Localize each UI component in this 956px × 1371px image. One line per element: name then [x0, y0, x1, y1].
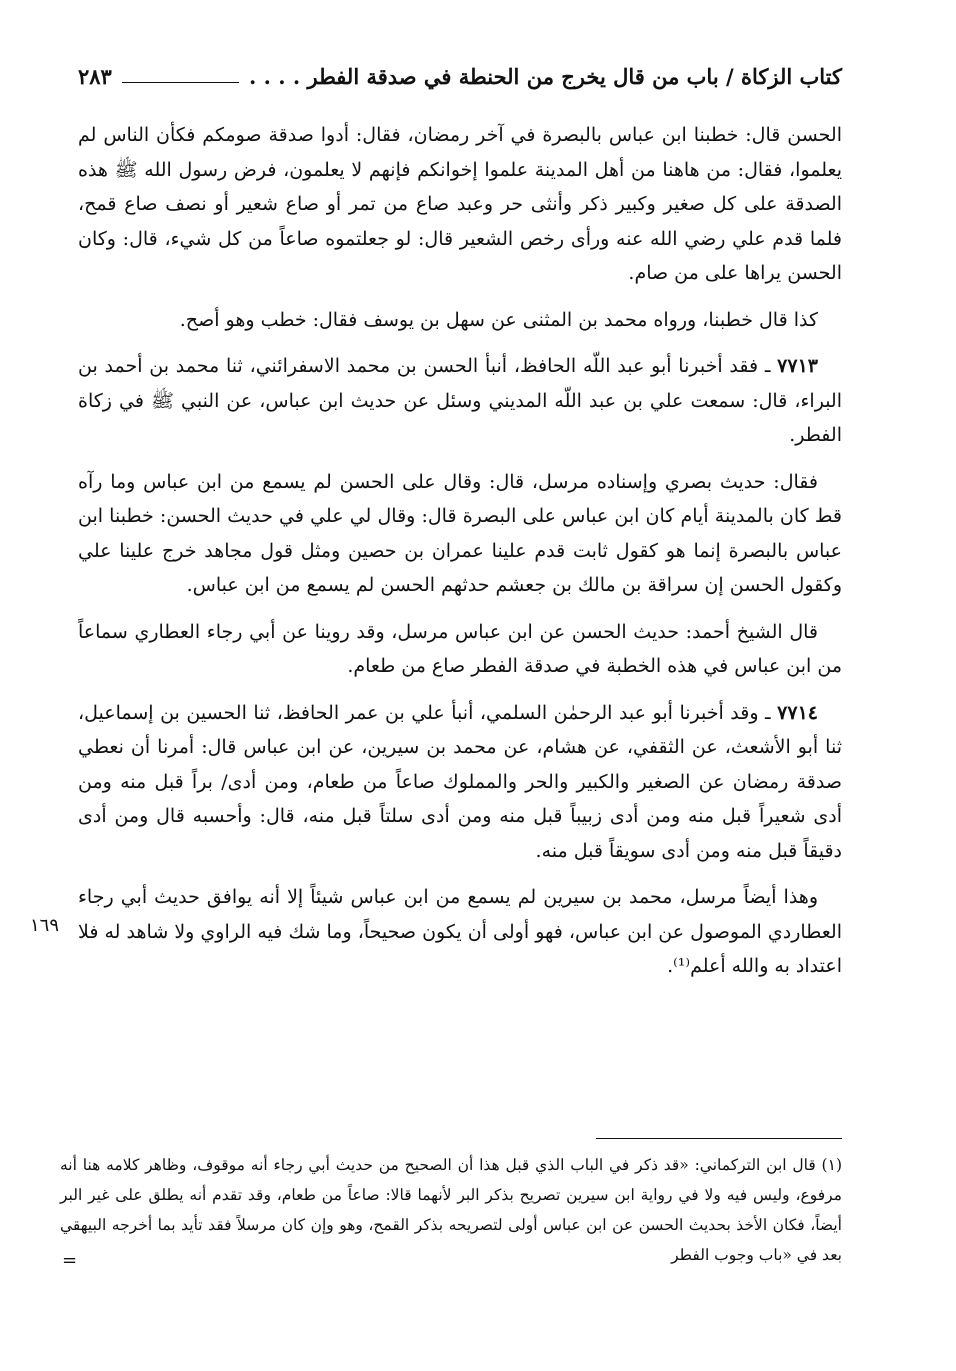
hadith-text-7714: ـ وقد أخبرنا أبو عبد الرحمٰن السلمي، أنبأ علي بن عمر الحافظ، ثنا الحسين بن إسماعيل، ثنا أبو الأشعث، عن الثقفي، عن هشام، عن محمد بن سيرين، عن ابن عباس قال: أمرنا أن نعطي صدقة رمضان عن الصغير والكبير والحر والمملوك صاعاً من طعام، ومن أدى/ براً قبل منه ومن أدى شعيراً قبل منه ومن أدى زبيباً قبل منه ومن أدى سلتاً قبل منه، قال: وأحسبه قال ومن أدى دقيقاً قبل منه ومن أدى سويقاً قبل منه. [78, 701, 842, 862]
paragraph-1: الحسن قال: خطبنا ابن عباس بالبصرة في آخر رمضان، فقال: أدوا صدقة صومكم فكأن الناس لم يعلموا، فقال: من هاهنا من أهل المدينة علموا إخوانكم فإنهم لا يعلمون، فرض رسول الله ﷺ هذه الصدقة على كل صغير وكبير ذكر وأنثى حر وعبد صاع من تمر أو صاع شعير أو نصف صاع قمح، فلما قدم علي رضي الله عنه ورأى رخص الشعير قال: لو جعلتموه صاعاً من كل شيء، قال: وكان الحسن يراها على من صام. [78, 124, 842, 284]
margin-page-reference: ١٦٩ [30, 915, 60, 936]
page-number: ٢٨٣ [78, 63, 112, 89]
paragraph-2: كذا قال خطبنا، ورواه محمد بن المثنى عن سهل بن يوسف فقال: خطب وهو أصح. [179, 308, 818, 331]
hadith-number-7713: ٧٧١٣ [777, 355, 818, 377]
paragraph-5: قال الشيخ أحمد: حديث الحسن عن ابن عباس مرسل، وقد روينا عن أبي رجاء العطاري سماعاً من ابن عباس في هذه الخطبة في صدقة الفطر صاع من طعام. [78, 620, 842, 677]
hadith-number-7714: ٧٧١٤ [777, 701, 818, 724]
footnote-1: (١) قال ابن التركماني: «قد ذكر في الباب الذي قبل هذا أن الصحيح من حديث أبي رجاء أنه موقوف، وظاهر كلامه هنا أنه مرفوع، وليس فيه ولا في رواية ابن سيرين تصريح بذكر البر لأنهما قالا: صاعاً من طعام، وقد تقدم أنه يطلق على غير البر أيضاً، فكان الأخذ بحديث الحسن عن ابن عباس أولى لتصريحه بذكر القمح، وهو وإن كان مرسلاً فقد تأيد بما أخرجه البيهقي بعد في «باب وجوب الفطر [60, 1156, 842, 1264]
footnote-divider [596, 1138, 842, 1139]
hadith-text-7713: ـ فقد أخبرنا أبو عبد اللّه الحافظ، أنبأ الحسن بن محمد الاسفرائني، ثنا محمد بن أحمد بن البراء، قال: سمعت علي بن عبد اللّه المديني وسئل عن حديث ابن عباس، عن النبي ﷺ في زكاة الفطر. [78, 355, 842, 446]
footnote-continuation-mark: = [62, 1250, 78, 1271]
page-header [78, 56, 842, 96]
running-title: كتاب الزكاة / باب من قال يخرج من الحنطة في صدقة الفطر . . . . [249, 63, 842, 89]
header-rule [122, 82, 239, 83]
paragraph-7: وهذا أيضاً مرسل، محمد بن سيرين لم يسمع من ابن عباس شيئاً إلا أنه يوافق حديث أبي رجاء العطاردي الموصول عن ابن عباس، فهو أولى أن يكون صحيحاً، وما شك فيه الراوي ولا شاهد له فلا اعتداد به والله أعلم⁽¹⁾. [78, 886, 842, 977]
paragraph-3 [78, 349, 842, 453]
main-text [78, 118, 842, 996]
paragraph-6 [78, 696, 842, 869]
footnotes [60, 1150, 842, 1270]
paragraph-4: فقال: حديث بصري وإسناده مرسل، قال: وقال على الحسن لم يسمع من ابن عباس وما رآه قط كان بالمدينة أيام كان ابن عباس على البصرة قال: وقال لي علي في حديث الحسن: خطبنا ابن عباس بالبصرة إنما هو كقول ثابت قدم علينا عمران بن حصين ومثل قول مجاهد خرج علينا علي وكقول الحسن إن سراقة بن مالك بن جعشم حدثهم الحسن لم يسمع من ابن عباس. [78, 470, 842, 596]
